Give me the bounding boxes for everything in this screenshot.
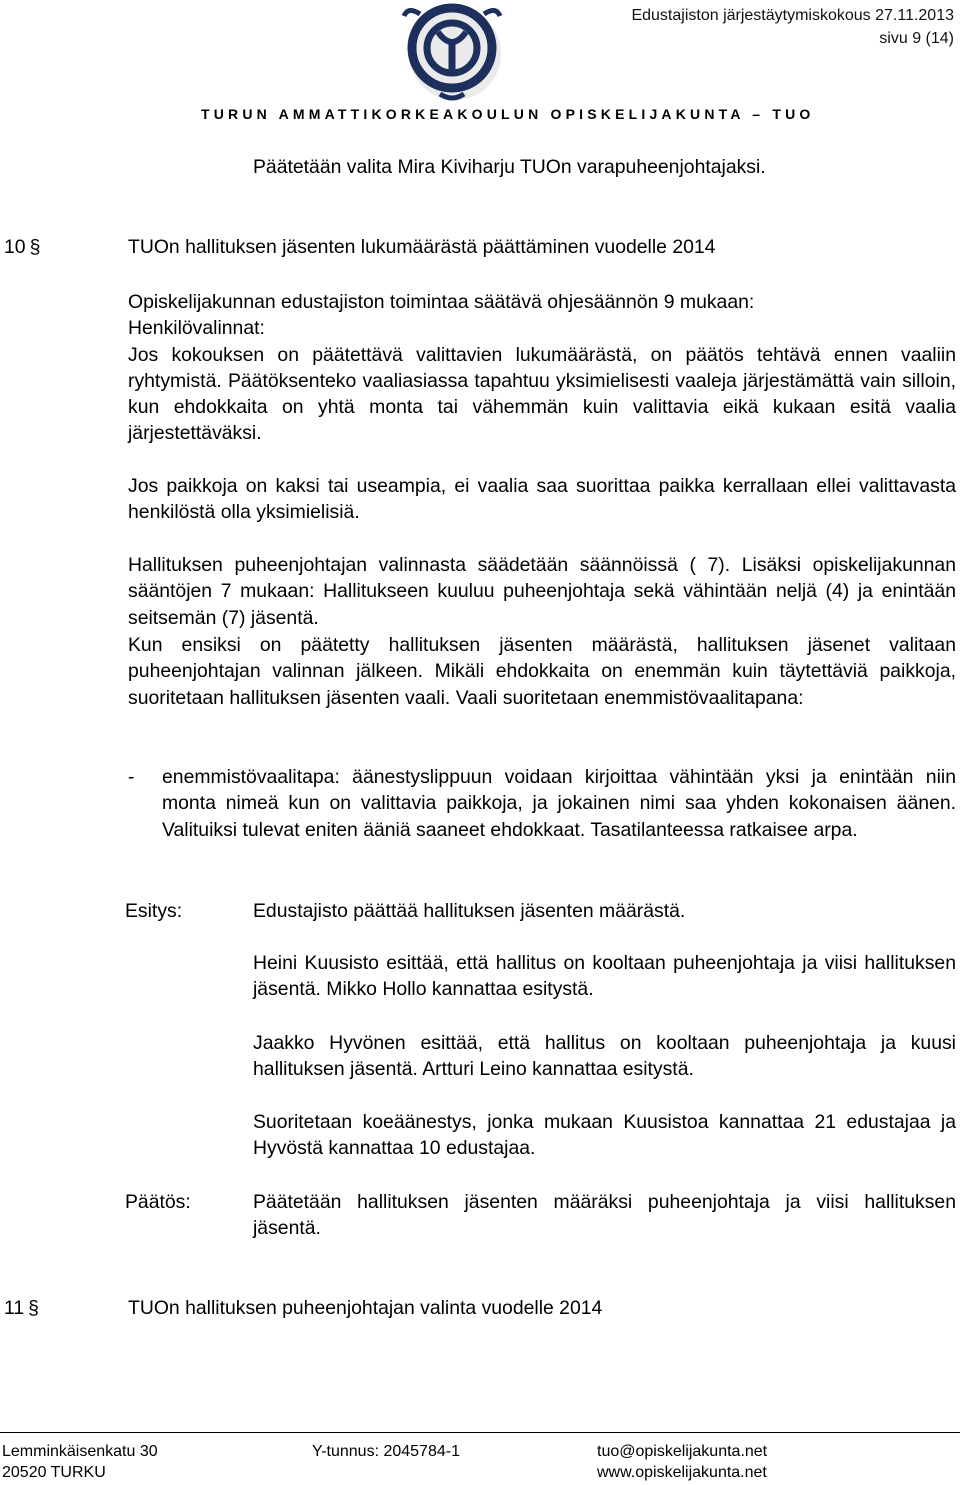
paatos-text: Päätetään hallituksen jäsenten määräksi puheenjohtaja ja viisi hallituksen jäsentä. <box>253 1191 956 1240</box>
footer-divider <box>0 1432 960 1433</box>
paragraph-seats: Jos paikkoja on kaksi tai useampia, ei vaalia saa suorittaa paikka kerrallaan ellei valittavasta henkilöstä olla yksimielisiä. <box>128 475 956 524</box>
paragraph-rule-intro: Opiskelijakunnan edustajiston toimintaa säätävä ohjesäännön 9 mukaan: Henkilövalinnat: Jos kokouksen on päätettävä valittavien lukumäärästä, on päätös tehtävä ennen vaaliin ryhtymistä. Päätöksenteko vaaliasiassa tapahtuu yksimielisesti vaaleja järjestämättä vain silloin, kun ehdokkaita on yhtä monta tai vähemmän kuin valittavia eikä kukaan esitä vaalia järjestettäväksi. <box>128 291 956 445</box>
section-11-number: 11 § <box>4 1297 39 1319</box>
organization-name: TURUN AMMATTIKORKEAKOULUN OPISKELIJAKUNTA – TUO <box>201 106 815 122</box>
paatos-label: Päätös: <box>125 1191 191 1213</box>
proposal-kuusisto: Heini Kuusisto esittää, että hallitus on kooltaan puheenjohtaja ja viisi hallituksen jäsentä. Mikko Hollo kannattaa esitystä. <box>253 952 956 1001</box>
trial-vote: Suoritetaan koeäänestys, jonka mukaan Kuusistoa kannattaa 21 edustajaa ja Hyvöstä kannattaa 10 edustajaa. <box>253 1111 956 1160</box>
paragraph-member-election: Kun ensiksi on päätetty hallituksen jäsenten määrästä, hallituksen jäsenet valitaan puheenjohtajan valinnan jälkeen. Mikäli ehdokkaita on enemmän kuin täytettäviä paikkoja, suoritetaan hallituksen jäsenten vaali. Vaali suoritetaan enemmistövaalitapana: <box>128 634 956 709</box>
bullet-dash: - <box>128 766 135 788</box>
section-10-number: 10 § <box>4 236 41 258</box>
esitys-text: Edustajisto päättää hallituksen jäsenten määrästä. <box>253 900 686 922</box>
esitys-label: Esitys: <box>125 900 183 922</box>
footer-website[interactable]: www.opiskelijakunta.net <box>597 1464 767 1481</box>
proposal-hyvonen: Jaakko Hyvönen esittää, että hallitus on kooltaan puheenjohtaja ja kuusi hallituksen jäsentä. Artturi Leino kannattaa esitystä. <box>253 1032 956 1081</box>
footer-address: Lemminkäisenkatu 30 20520 TURKU <box>2 1443 158 1481</box>
page-number: sivu 9 (14) <box>879 30 954 47</box>
tuo-logo <box>400 2 510 102</box>
section-10-title: TUOn hallituksen jäsenten lukumäärästä päättäminen vuodelle 2014 <box>128 236 716 258</box>
paragraph-chair-rules: Hallituksen puheenjohtajan valinnasta säädetään säännöissä ( 7). Lisäksi opiskelijakunnan sääntöjen 7 mukaan: Hallitukseen kuuluu puheenjohtaja sekä vähintään neljä (4) ja enintään seitsemän (7) jäsentä. <box>128 554 956 629</box>
footer-contact <box>597 1441 767 1483</box>
decision-vice-chair: Päätetään valita Mira Kiviharju TUOn varapuheenjohtajaksi. <box>253 156 766 178</box>
footer-business-id: Y-tunnus: 2045784-1 <box>312 1443 460 1460</box>
meeting-title: Edustajiston järjestäytymiskokous 27.11.2013 <box>631 7 954 24</box>
footer-email[interactable]: tuo@opiskelijakunta.net <box>597 1443 768 1460</box>
header-info <box>631 4 954 50</box>
section-11-title: TUOn hallituksen puheenjohtajan valinta vuodelle 2014 <box>128 1297 603 1319</box>
bullet-majority-vote: enemmistövaalitapa: äänestyslippuun voidaan kirjoittaa vähintään yksi ja enintään niin monta nimeä kun on valittavia paikkoja, ja jokainen nimi saa yhden kokonaisen äänen. Valituiksi tulevat eniten ääniä saaneet ehdokkaat. Tasatilanteessa ratkaisee arpa. <box>162 766 956 841</box>
